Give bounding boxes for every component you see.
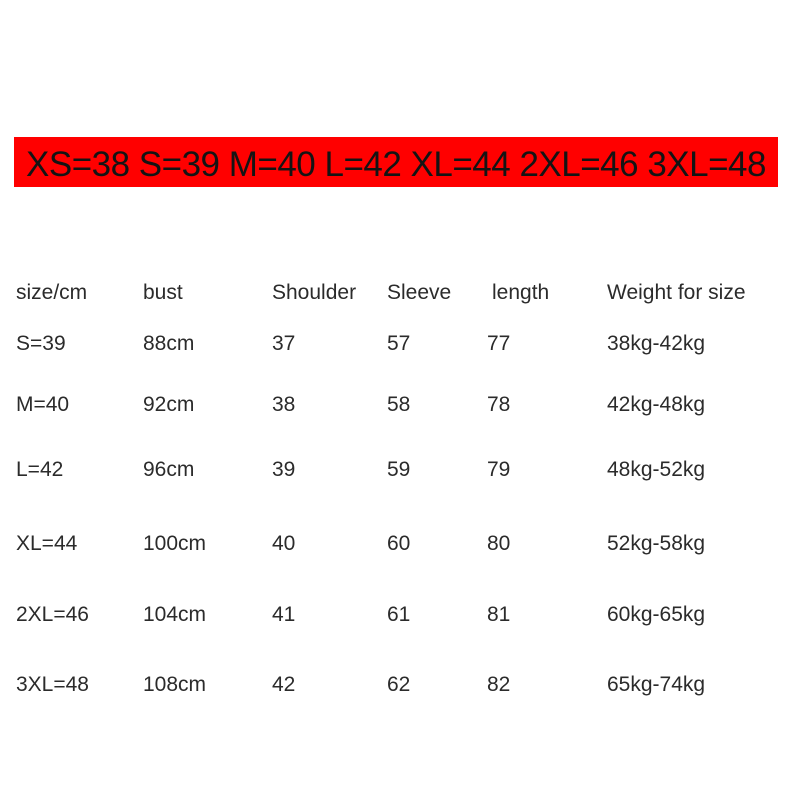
table-cell-sleeve: 57 xyxy=(387,332,411,355)
table-cell-length: 80 xyxy=(487,532,511,555)
table-cell-weight: 42kg-48kg xyxy=(607,393,706,416)
table-cell-sleeve: 62 xyxy=(387,673,411,696)
table-cell-shoulder: 37 xyxy=(272,332,296,355)
table-cell-size: L=42 xyxy=(16,458,64,481)
size-mapping-text: XS=38 S=39 M=40 L=42 XL=44 2XL=46 3XL=48 xyxy=(26,145,766,184)
table-cell-shoulder: 40 xyxy=(272,532,296,555)
table-cell-length: 82 xyxy=(487,673,511,696)
table-cell-size: M=40 xyxy=(16,393,70,416)
table-cell-bust: 108cm xyxy=(143,673,207,696)
table-cell-size: 3XL=48 xyxy=(16,673,89,696)
header-weight: Weight for size xyxy=(607,281,746,304)
table-cell-size: XL=44 xyxy=(16,532,78,555)
table-cell-shoulder: 38 xyxy=(272,393,296,416)
table-cell-sleeve: 59 xyxy=(387,458,411,481)
table-cell-length: 81 xyxy=(487,603,511,626)
table-cell-bust: 100cm xyxy=(143,532,207,555)
table-cell-size: S=39 xyxy=(16,332,66,355)
table-cell-length: 79 xyxy=(487,458,511,481)
table-cell-size: 2XL=46 xyxy=(16,603,89,626)
header-bust: bust xyxy=(143,281,183,304)
header-shoulder: Shoulder xyxy=(272,281,357,304)
table-cell-shoulder: 41 xyxy=(272,603,296,626)
table-cell-bust: 88cm xyxy=(143,332,195,355)
header-length: length xyxy=(492,281,550,304)
table-cell-bust: 96cm xyxy=(143,458,195,481)
table-cell-bust: 104cm xyxy=(143,603,207,626)
header-size: size/cm xyxy=(16,281,88,304)
table-cell-sleeve: 60 xyxy=(387,532,411,555)
table-cell-weight: 52kg-58kg xyxy=(607,532,706,555)
table-cell-bust: 92cm xyxy=(143,393,195,416)
table-cell-length: 78 xyxy=(487,393,511,416)
table-cell-weight: 65kg-74kg xyxy=(607,673,706,696)
table-cell-sleeve: 61 xyxy=(387,603,411,626)
table-cell-length: 77 xyxy=(487,332,511,355)
header-sleeve: Sleeve xyxy=(387,281,452,304)
table-cell-weight: 38kg-42kg xyxy=(607,332,706,355)
table-cell-weight: 60kg-65kg xyxy=(607,603,706,626)
table-cell-shoulder: 39 xyxy=(272,458,296,481)
table-cell-sleeve: 58 xyxy=(387,393,411,416)
table-cell-shoulder: 42 xyxy=(272,673,296,696)
table-cell-weight: 48kg-52kg xyxy=(607,458,706,481)
